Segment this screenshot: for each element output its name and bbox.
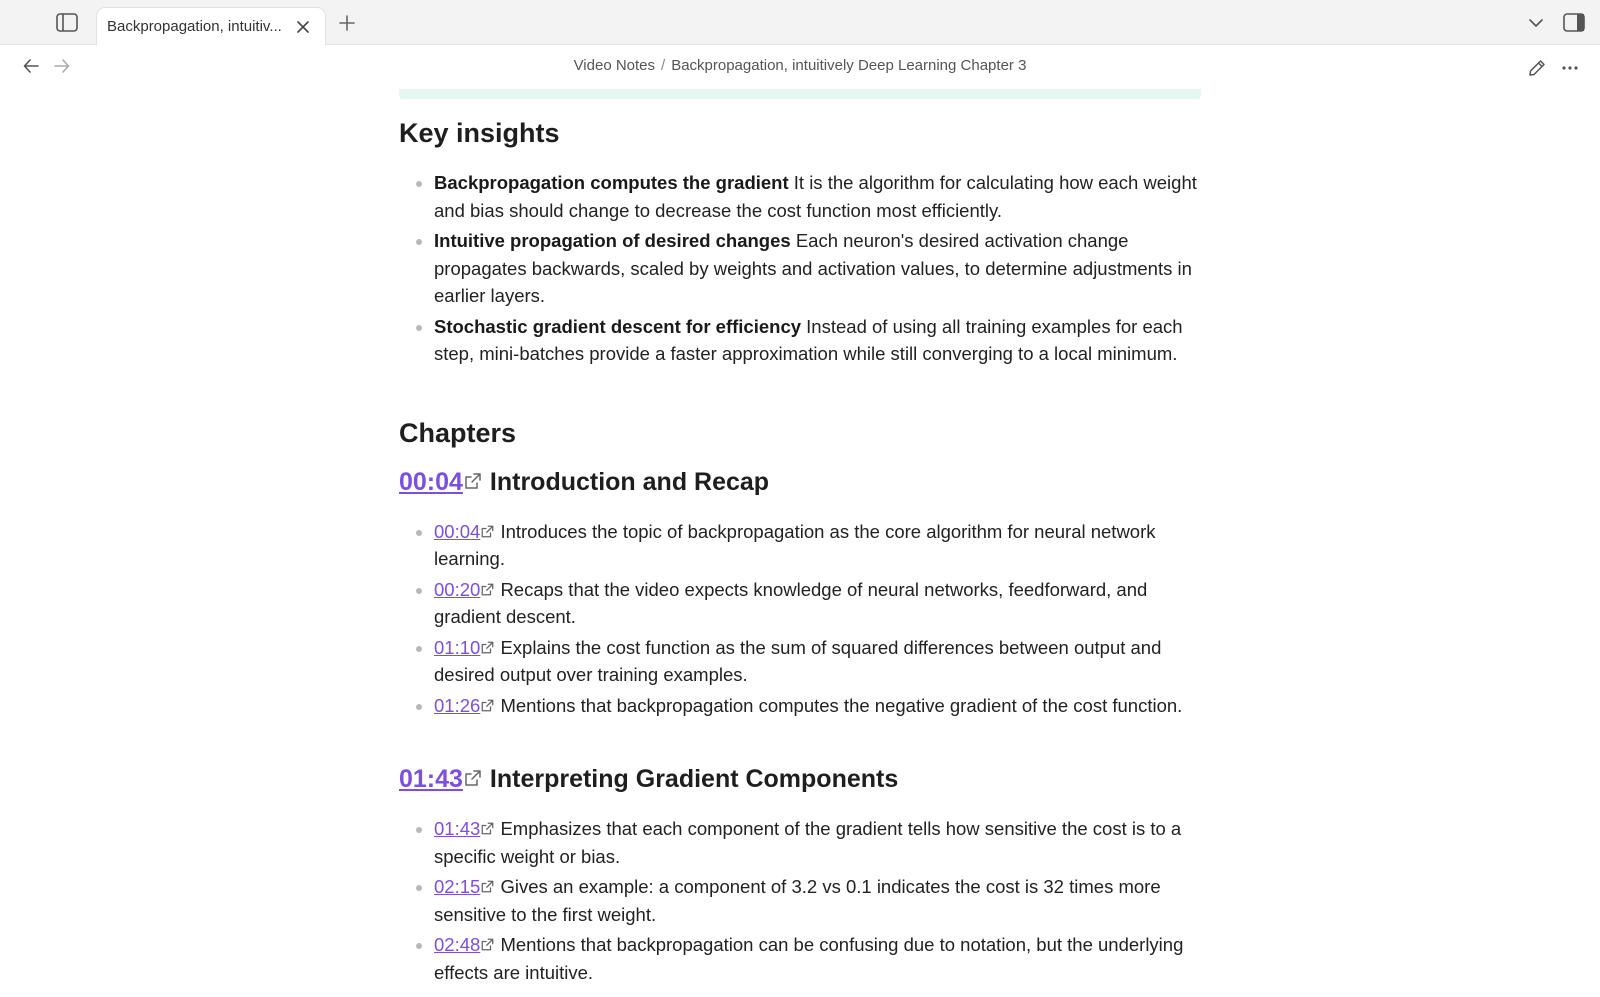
callout-bottom-edge (399, 89, 1201, 99)
insight-text: It is the algorithm for calculating how each weight and bias should change to decrease the cost function most efficiently. (434, 172, 1197, 221)
more-horizontal-icon[interactable] (1560, 58, 1580, 78)
key-insights-list (434, 169, 1201, 368)
list-item (434, 931, 1201, 986)
chapter-title: Introduction and Recap (489, 467, 770, 496)
right-panel-icon[interactable] (1563, 13, 1585, 32)
external-link-icon (480, 879, 495, 894)
tab-active[interactable] (96, 7, 326, 46)
external-link-icon (463, 768, 483, 788)
item-text: Introduces the topic of backpropagation as the core algorithm for neural network learning. (434, 520, 1156, 569)
timestamp-link[interactable]: 01:26 (434, 694, 481, 716)
sidebar-toggle-icon[interactable] (56, 13, 78, 32)
item-text: Emphasizes that each component of the gradient tells how sensitive the cost is to a specific weight or bias. (434, 818, 1182, 867)
chapter-title: Interpreting Gradient Components (489, 765, 899, 793)
external-link-icon (480, 821, 495, 836)
list-item (434, 873, 1201, 928)
nav-header (0, 45, 1600, 89)
item-text: Recaps that the video expects knowledge of neural networks, feedforward, and gradient descent. (434, 578, 1148, 627)
breadcrumb-current[interactable]: Backpropagation, intuitively Deep Learning Chapter 3 (671, 57, 1027, 74)
plus-icon[interactable] (338, 14, 356, 32)
pencil-icon[interactable] (1527, 58, 1547, 78)
chapter-timestamp-link[interactable]: 01:43 (399, 765, 463, 793)
list-item (434, 692, 1201, 720)
timestamp-link[interactable]: 01:43 (434, 818, 481, 839)
breadcrumb-separator: / (661, 57, 666, 74)
chapter-items (434, 518, 1201, 720)
external-link-icon (480, 640, 495, 655)
chevron-down-icon[interactable] (1528, 15, 1544, 31)
breadcrumb (0, 57, 1600, 74)
external-link-icon (480, 524, 495, 539)
item-text: Explains the cost function as the sum of squared differences between output and desired output over training examples. (434, 636, 1162, 685)
item-text: Gives an example: a component of 3.2 vs 0.1 indicates the cost is 32 times more sensitive to the first weight. (434, 876, 1161, 925)
external-link-icon (480, 937, 495, 952)
list-item (434, 518, 1201, 573)
external-link-icon (463, 471, 483, 491)
timestamp-link[interactable]: 02:15 (434, 876, 481, 897)
list-item (434, 169, 1201, 224)
insight-title: Intuitive propagation of desired changes (434, 230, 791, 251)
note-content (399, 89, 1201, 989)
item-text: Mentions that backpropagation can be confusing due to notation, but the underlying effects are intuitive. (434, 934, 1184, 983)
timestamp-link[interactable]: 00:20 (434, 578, 481, 600)
chapter-timestamp-link[interactable]: 00:04 (399, 467, 463, 496)
item-text: Mentions that backpropagation computes the negative gradient of the cost function. (500, 694, 1183, 716)
insight-title: Stochastic gradient descent for efficiency (434, 315, 802, 337)
list-item (434, 576, 1201, 631)
close-icon[interactable] (295, 19, 311, 35)
insight-title: Backpropagation computes the gradient (434, 172, 789, 193)
chapter-items (434, 815, 1201, 986)
tab-bar (0, 0, 1600, 45)
list-item (434, 634, 1201, 689)
timestamp-link[interactable]: 01:10 (434, 636, 481, 658)
breadcrumb-parent[interactable]: Video Notes (573, 57, 656, 74)
insight-text: Each neuron's desired activation change propagates backwards, scaled by weights and activation values, to determine adjustments in earlier layers. (434, 230, 1192, 306)
external-link-icon (480, 698, 495, 713)
tab-title: Backpropagation, intuitiv... (107, 18, 282, 35)
list-item (434, 227, 1201, 310)
timestamp-link[interactable]: 00:04 (434, 520, 481, 542)
chapters-heading: Chapters (399, 417, 517, 448)
timestamp-link[interactable]: 02:48 (434, 934, 481, 955)
list-item (434, 313, 1201, 368)
list-item (434, 815, 1201, 870)
key-insights-heading: Key insights (399, 118, 560, 148)
chapter-heading (399, 765, 1201, 794)
external-link-icon (480, 582, 495, 597)
chapter-heading (399, 468, 1201, 497)
insight-text: Instead of using all training examples for each step, mini-batches provide a faster approximation while still converging to a local minimum. (434, 315, 1183, 364)
